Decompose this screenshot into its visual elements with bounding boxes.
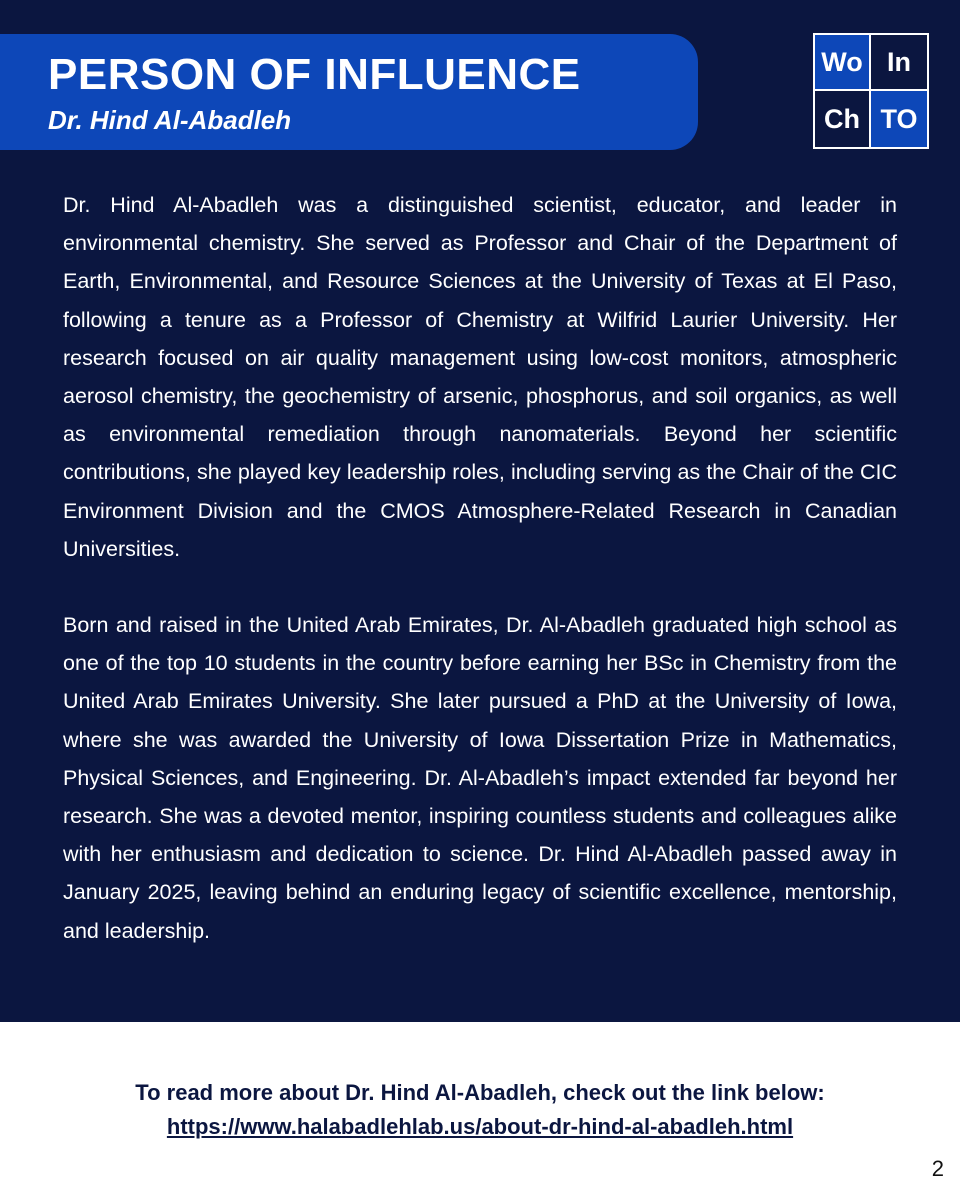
logo-cell-in: In [871,35,927,91]
logo-cell-ch: Ch [815,91,871,147]
wochto-logo [813,33,929,149]
logo-cell-to: TO [871,91,927,147]
page-number: 2 [931,1156,944,1181]
bio-paragraph-career: Dr. Hind Al-Abadleh was a distinguished scientist, educator, and leader in environmental chemistry. She served as Professor and Chair of the Department of Earth, Environmental, and Resource Sciences at the University of Texas at El Paso, following a tenure as a Professor of Chemistry at Wilfrid Laurier University. Her research focused on air quality management using low-cost monitors, atmospheric aerosol chemistry, the geochemistry of arsenic, phosphorus, and soil organics, as well as environmental remediation through nanomaterials. Beyond her scientific contributions, she played key leadership roles, including serving as the Chair of the CIC Environment Division and the CMOS Atmosphere-Related Research in Canadian Universities. [63,193,897,561]
page-title: PERSON OF INFLUENCE [48,50,581,99]
read-more-link-line [0,1110,960,1144]
profile-link[interactable]: https://www.halabadlehlab.us/about-dr-hind-al-abadleh.html [166,1114,794,1139]
logo-cell-wo: Wo [815,35,871,91]
bio-paragraph-background: Born and raised in the United Arab Emirates, Dr. Al-Abadleh graduated high school as one of the top 10 students in the country before earning her BSc in Chemistry from the United Arab Emirates University. She later pursued a PhD at the University of Iowa, where she was awarded the University of Iowa Dissertation Prize in Mathematics, Physical Sciences, and Engineering. Dr. Al-Abadleh’s impact extended far beyond her research. She was a devoted mentor, inspiring countless students and colleagues alike with her enthusiasm and dedication to science. Dr. Hind Al-Abadleh passed away in January 2025, leaving behind an enduring legacy of scientific excellence, mentorship, and leadership. [63,613,897,943]
person-name-subtitle: Dr. Hind Al-Abadleh [48,105,292,135]
read-more-prompt: To read more about Dr. Hind Al-Abadleh, check out the link below: [135,1080,825,1105]
